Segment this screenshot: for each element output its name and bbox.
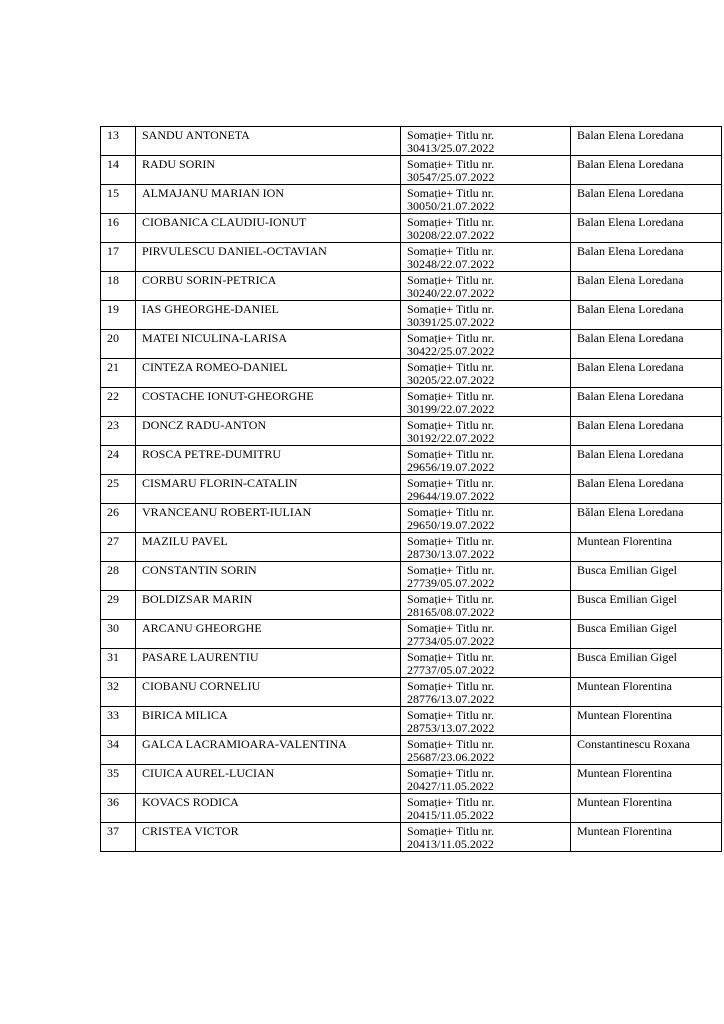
document-reference <box>401 562 571 591</box>
executor-name: Constantinescu Roxana <box>571 736 722 765</box>
document-number-date: 30413/25.07.2022 <box>407 141 495 155</box>
row-number: 34 <box>101 736 136 765</box>
document-reference <box>401 446 571 475</box>
table-row <box>101 823 722 852</box>
document-number-date: 30205/22.07.2022 <box>407 373 495 387</box>
executor-name: Muntean Florentina <box>571 765 722 794</box>
table-row <box>101 243 722 272</box>
row-number: 29 <box>101 591 136 620</box>
document-number-date: 30050/21.07.2022 <box>407 199 495 213</box>
document-type: Somație+ Titlu nr. <box>407 824 495 838</box>
document-type: Somație+ Titlu nr. <box>407 737 495 751</box>
debtor-name: CISMARU FLORIN-CATALIN <box>136 475 401 504</box>
executor-name: Balan Elena Loredana <box>571 185 722 214</box>
document-number-date: 28165/08.07.2022 <box>407 605 495 619</box>
document-reference <box>401 272 571 301</box>
row-number: 30 <box>101 620 136 649</box>
debtor-name: KOVACS RODICA <box>136 794 401 823</box>
executor-name: Muntean Florentina <box>571 533 722 562</box>
executor-name: Balan Elena Loredana <box>571 446 722 475</box>
document-type: Somație+ Titlu nr. <box>407 650 495 664</box>
table-row <box>101 736 722 765</box>
document-reference <box>401 765 571 794</box>
document-reference <box>401 388 571 417</box>
row-number: 33 <box>101 707 136 736</box>
debtor-name: CRISTEA VICTOR <box>136 823 401 852</box>
executor-name: Balan Elena Loredana <box>571 388 722 417</box>
table-row <box>101 127 722 156</box>
document-type: Somație+ Titlu nr. <box>407 302 495 316</box>
executor-name: Balan Elena Loredana <box>571 301 722 330</box>
table-row <box>101 214 722 243</box>
document-number-date: 30208/22.07.2022 <box>407 228 495 242</box>
document-type: Somație+ Titlu nr. <box>407 389 495 403</box>
executor-name: Busca Emilian Gigel <box>571 620 722 649</box>
document-reference <box>401 794 571 823</box>
debtor-name: ROSCA PETRE-DUMITRU <box>136 446 401 475</box>
document-reference <box>401 504 571 533</box>
debtor-name: CONSTANTIN SORIN <box>136 562 401 591</box>
debtor-name: CIOBANICA CLAUDIU-IONUT <box>136 214 401 243</box>
document-type: Somație+ Titlu nr. <box>407 360 495 374</box>
document-reference <box>401 330 571 359</box>
debtor-name: COSTACHE IONUT-GHEORGHE <box>136 388 401 417</box>
table-row <box>101 533 722 562</box>
row-number: 31 <box>101 649 136 678</box>
row-number: 22 <box>101 388 136 417</box>
document-type: Somație+ Titlu nr. <box>407 708 495 722</box>
debtor-name: ALMAJANU MARIAN ION <box>136 185 401 214</box>
document-number-date: 30199/22.07.2022 <box>407 402 495 416</box>
debtor-name: BOLDIZSAR MARIN <box>136 591 401 620</box>
table-row <box>101 649 722 678</box>
table-row <box>101 504 722 533</box>
row-number: 18 <box>101 272 136 301</box>
document-type: Somație+ Titlu nr. <box>407 795 495 809</box>
document-number-date: 30240/22.07.2022 <box>407 286 495 300</box>
debtor-name: CIOBANU CORNELIU <box>136 678 401 707</box>
row-number: 37 <box>101 823 136 852</box>
debtor-name: PIRVULESCU DANIEL-OCTAVIAN <box>136 243 401 272</box>
row-number: 32 <box>101 678 136 707</box>
debtor-name: SANDU ANTONETA <box>136 127 401 156</box>
document-reference <box>401 243 571 272</box>
row-number: 36 <box>101 794 136 823</box>
document-number-date: 20427/11.05.2022 <box>407 779 494 793</box>
document-type: Somație+ Titlu nr. <box>407 186 495 200</box>
executor-name: Muntean Florentina <box>571 707 722 736</box>
document-reference <box>401 620 571 649</box>
table-row <box>101 620 722 649</box>
document-reference <box>401 475 571 504</box>
row-number: 24 <box>101 446 136 475</box>
document-type: Somație+ Titlu nr. <box>407 621 495 635</box>
executor-name: Muntean Florentina <box>571 678 722 707</box>
row-number: 19 <box>101 301 136 330</box>
executor-name: Balan Elena Loredana <box>571 417 722 446</box>
document-type: Somație+ Titlu nr. <box>407 157 495 171</box>
document-type: Somație+ Titlu nr. <box>407 476 495 490</box>
document-reference <box>401 417 571 446</box>
document-reference <box>401 707 571 736</box>
document-type: Somație+ Titlu nr. <box>407 128 495 142</box>
debtor-name: MATEI NICULINA-LARISA <box>136 330 401 359</box>
document-type: Somație+ Titlu nr. <box>407 534 495 548</box>
document-number-date: 30391/25.07.2022 <box>407 315 495 329</box>
document-type: Somație+ Titlu nr. <box>407 418 495 432</box>
debtor-name: CORBU SORIN-PETRICA <box>136 272 401 301</box>
debtor-name: ARCANU GHEORGHE <box>136 620 401 649</box>
debtor-name: RADU SORIN <box>136 156 401 185</box>
executor-name: Balan Elena Loredana <box>571 127 722 156</box>
executor-name: Balan Elena Loredana <box>571 156 722 185</box>
document-reference <box>401 736 571 765</box>
document-reference <box>401 678 571 707</box>
debtor-name: MAZILU PAVEL <box>136 533 401 562</box>
debtor-name: DONCZ RADU-ANTON <box>136 417 401 446</box>
executor-name: Muntean Florentina <box>571 794 722 823</box>
document-reference <box>401 127 571 156</box>
document-number-date: 27734/05.07.2022 <box>407 634 495 648</box>
row-number: 27 <box>101 533 136 562</box>
table-row <box>101 185 722 214</box>
document-number-date: 28776/13.07.2022 <box>407 692 495 706</box>
row-number: 14 <box>101 156 136 185</box>
debtor-name: GALCA LACRAMIOARA-VALENTINA <box>136 736 401 765</box>
document-reference <box>401 185 571 214</box>
document-type: Somație+ Titlu nr. <box>407 273 495 287</box>
table-row <box>101 591 722 620</box>
document-number-date: 30422/25.07.2022 <box>407 344 495 358</box>
document-number-date: 25687/23.06.2022 <box>407 750 495 764</box>
document-number-date: 27737/05.07.2022 <box>407 663 495 677</box>
table-row <box>101 446 722 475</box>
debtor-name: VRANCEANU ROBERT-IULIAN <box>136 504 401 533</box>
table-row <box>101 388 722 417</box>
table-row <box>101 272 722 301</box>
document-type: Somație+ Titlu nr. <box>407 679 495 693</box>
table-row <box>101 301 722 330</box>
document-number-date: 28730/13.07.2022 <box>407 547 495 561</box>
executor-name: Balan Elena Loredana <box>571 214 722 243</box>
row-number: 23 <box>101 417 136 446</box>
document-type: Somație+ Titlu nr. <box>407 215 495 229</box>
document-number-date: 28753/13.07.2022 <box>407 721 495 735</box>
document-number-date: 20413/11.05.2022 <box>407 837 494 851</box>
document-type: Somație+ Titlu nr. <box>407 563 495 577</box>
document-reference <box>401 591 571 620</box>
document-reference <box>401 156 571 185</box>
debtor-name: CIUICA AUREL-LUCIAN <box>136 765 401 794</box>
document-reference <box>401 214 571 243</box>
executor-name: Busca Emilian Gigel <box>571 649 722 678</box>
document-number-date: 29656/19.07.2022 <box>407 460 495 474</box>
records-table-body <box>101 127 722 852</box>
document-type: Somație+ Titlu nr. <box>407 331 495 345</box>
document-number-date: 30547/25.07.2022 <box>407 170 495 184</box>
row-number: 35 <box>101 765 136 794</box>
executor-name: Balan Elena Loredana <box>571 359 722 388</box>
row-number: 13 <box>101 127 136 156</box>
document-number-date: 29650/19.07.2022 <box>407 518 495 532</box>
table-row <box>101 475 722 504</box>
document-number-date: 30192/22.07.2022 <box>407 431 495 445</box>
row-number: 28 <box>101 562 136 591</box>
row-number: 25 <box>101 475 136 504</box>
document-type: Somație+ Titlu nr. <box>407 244 495 258</box>
table-row <box>101 359 722 388</box>
document-type: Somație+ Titlu nr. <box>407 592 495 606</box>
executor-name: Busca Emilian Gigel <box>571 591 722 620</box>
table-row <box>101 794 722 823</box>
document-reference <box>401 649 571 678</box>
executor-name: Bălan Elena Loredana <box>571 504 722 533</box>
debtor-name: BIRICA MILICA <box>136 707 401 736</box>
document-reference <box>401 533 571 562</box>
executor-name: Muntean Florentina <box>571 823 722 852</box>
records-table <box>100 126 722 852</box>
document-reference <box>401 301 571 330</box>
document-reference <box>401 359 571 388</box>
document-number-date: 29644/19.07.2022 <box>407 489 495 503</box>
debtor-name: IAS GHEORGHE-DANIEL <box>136 301 401 330</box>
document-number-date: 20415/11.05.2022 <box>407 808 494 822</box>
row-number: 21 <box>101 359 136 388</box>
document-type: Somație+ Titlu nr. <box>407 505 495 519</box>
row-number: 16 <box>101 214 136 243</box>
executor-name: Balan Elena Loredana <box>571 243 722 272</box>
debtor-name: PASARE LAURENTIU <box>136 649 401 678</box>
document-reference <box>401 823 571 852</box>
row-number: 26 <box>101 504 136 533</box>
table-row <box>101 417 722 446</box>
table-row <box>101 707 722 736</box>
executor-name: Balan Elena Loredana <box>571 330 722 359</box>
document-type: Somație+ Titlu nr. <box>407 766 495 780</box>
table-row <box>101 330 722 359</box>
debtor-name: CINTEZA ROMEO-DANIEL <box>136 359 401 388</box>
table-row <box>101 765 722 794</box>
table-row <box>101 562 722 591</box>
document-type: Somație+ Titlu nr. <box>407 447 495 461</box>
row-number: 20 <box>101 330 136 359</box>
table-row <box>101 156 722 185</box>
row-number: 15 <box>101 185 136 214</box>
executor-name: Balan Elena Loredana <box>571 272 722 301</box>
document-number-date: 30248/22.07.2022 <box>407 257 495 271</box>
executor-name: Balan Elena Loredana <box>571 475 722 504</box>
row-number: 17 <box>101 243 136 272</box>
document-number-date: 27739/05.07.2022 <box>407 576 495 590</box>
executor-name: Busca Emilian Gigel <box>571 562 722 591</box>
table-row <box>101 678 722 707</box>
